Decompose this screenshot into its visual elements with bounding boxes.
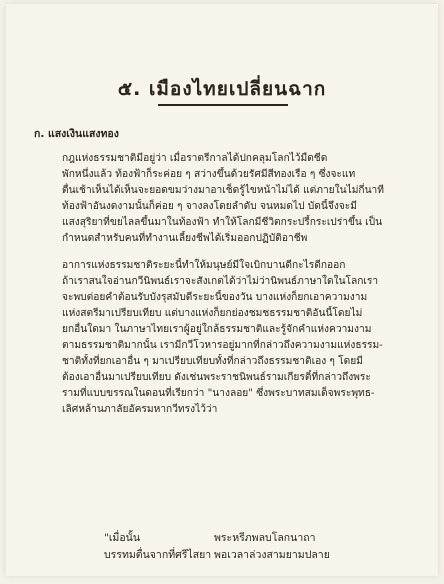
paragraph-line: ถ้าเราสนใจอ่านกวีนิพนธ์เราจะสังเกตได้ว่าไม่ว่านิพนธ์ภาษาใดในโลกเรา xyxy=(62,276,379,287)
book-page xyxy=(6,4,438,576)
poem-quote xyxy=(104,530,424,564)
paragraph-line: กำหนดสำหรับคนที่ทำงานเลี้ยงชีพได้เริ่มออกปฏิบัติอาชีพ xyxy=(62,233,308,244)
paragraph-line: ต้องเอาอื่นมาเปรียบเทียบ ดังเช่นพระราชนิพนธ์รามเกียรติ์ที่กล่าวถึงพระ xyxy=(62,372,371,383)
paragraph-line: ตามธรรมชาติมากนั้น เรามีกวีโวหารอยู่มากที่กล่าวถึงความงามแห่งธรรม- xyxy=(62,340,383,351)
paragraph-line: เลิศหล้านภาลัยอัครมหากวีทรงไว้ว่า xyxy=(62,404,218,415)
title-underline xyxy=(158,104,288,106)
paragraph-line: รามที่แบบขรรณในดอนที่เรียกว่า "นางลอย" ซึ่งพระบาทสมเด็จพระพุทธ- xyxy=(62,388,375,399)
paragraph-line: กฎแห่งธรรมชาติมีอยู่ว่า เมื่อราตรีกาลได้ปกคลุมโลกไว้มืดชีด xyxy=(62,153,328,164)
section-heading: ก. แสงเงินแสงทอง xyxy=(34,128,119,140)
paragraph-line: แห่งสตรีมาเปรียบเทียบ แต่บางแห่งก็ยกย่องชมชธรรมชาติอันนี้โดยไม่ xyxy=(62,308,363,319)
poem-row xyxy=(104,547,424,564)
paragraph-line: แสงสุริยาที่ขยไลลขึ้นมาในท้องฟ้า ทำให้โลกมีชีวิตกระปรี้กระเปร่าขึ้น เป็น xyxy=(62,217,383,228)
paragraph-line: พักหนึ่งแล้ว ท้องฟ้าก็ระค่อย ๆ สว่างขึ้นด้วยรัศมีสีทองเรือ ๆ ซึ่งจะแท xyxy=(62,169,356,180)
paragraph-line: ท้องฟ้าอันงดงามนั้นก็ค่อย ๆ จางลงโดยลำดับ จนหมดไป บัดนี้จึงจะมี xyxy=(62,201,357,212)
poem-row xyxy=(104,530,424,547)
paragraph-1 xyxy=(62,151,422,247)
paragraph-line: ตื่นเช้าเห็นได้เห็นจะยอดขมว่างมาอาเช็ดรู้ไขหน้าไม่ได้ แต่ภายในไม่กี่นาที xyxy=(62,185,384,196)
paragraph-line: ยกอื่นใดมา ในภาษาไทยเราผู้อยู่ใกล้ธรรมชาติและรู้จักคำแห่งความงาม xyxy=(62,324,372,335)
poem-left-verse: "เมื่อนั้น xyxy=(104,532,141,544)
chapter-title: ๕. เมืองไทยเปลี่ยนฉาก xyxy=(117,78,327,100)
poem-right-verse: พระหรีภพลบโลกนาถา xyxy=(214,532,316,544)
paragraph-line: จะพบต่อยคำต้อนรับบังรุสมับดีระยะนี้ของวัน บางแห่งก็ยกเอาความงาม xyxy=(62,292,368,303)
poem-right-verse: พอเวลาล่วงสามยามปลาย xyxy=(214,549,330,561)
paragraph-2 xyxy=(62,258,422,418)
paragraph-line: ชาติทั้งที่ยกเอาอื่น ๆ มาเปรียบเทียบทั้งที่กล่าวถึงธรรมชาติเอง ๆ โดยมี xyxy=(62,356,363,367)
poem-left-verse: บรรทมตื่นจากที่ศรีไสยา xyxy=(104,549,212,561)
paragraph-line: อาการแห่งธรรมชาติระยะนี้ทำให้มนุษย์มีใจเบิกบานดีกะไรดีกออก xyxy=(62,260,346,271)
